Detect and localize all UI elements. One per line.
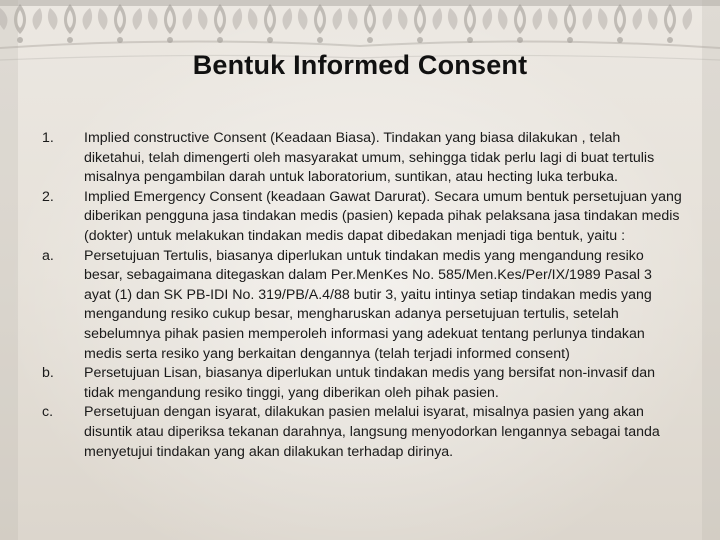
list-item [42, 403, 682, 462]
list-marker: 2. [42, 188, 54, 205]
list-item-text: Implied Emergency Consent (keadaan Gawat Darurat). Secara umum bentuk persetujuan yang diberikan pengguna jasa tindakan medis (pasien) kepada pihak pelaksana jasa tindakan medis (dokter) untuk melakukan tindakan medis dapat dibedakan menjadi tiga bentuk, yaitu : [84, 188, 682, 244]
list-marker: b. [42, 365, 54, 382]
list-item-text: Persetujuan dengan isyarat, dilakukan pasien melalui isyarat, misalnya pasien yang akan disuntik atau diperiksa tekanan darahnya, langsung menyodorkan lengannya sebagai tanda menyetujui tindakan yang akan dilakukan terhadap dirinya. [84, 404, 660, 460]
consent-list [42, 129, 682, 462]
list-item-text: Persetujuan Tertulis, biasanya diperlukan untuk tindakan medis yang mengandung resiko besar, sebagaimana ditegaskan dalam Per.MenKes No. 585/Men.Kes/Per/IX/1989 Pasal 3 ayat (1) dan SK PB-IDI No. 319/PB/A.4/88 butir 3, yaitu intinya setiap tindakan medis yang mengandung resiko cukup besar, mengharuskan adanya persetujuan tertulis, setelah sebelumnya pihak pasien memperoleh informasi yang adekuat tentang perlunya tindakan medis serta resiko yang berkaitan dengannya (telah terjadi informed consent) [84, 247, 652, 362]
list-item [42, 129, 682, 188]
list-marker: 1. [42, 130, 54, 146]
list-item [42, 364, 682, 403]
list-item [42, 247, 682, 365]
list-marker: a. [42, 247, 54, 264]
list-item-text: Implied constructive Consent (Keadaan Biasa). Tindakan yang biasa dilakukan , telah diketahui, telah dimengerti oleh masyarakat umum, sehingga tidak perlu lagi di buat tertulis misalnya pengambilan darah untuk laboratorium, suntikan, atau hecting luka terbuka. [84, 130, 655, 186]
list-item [42, 188, 682, 247]
list-item-text: Persetujuan Lisan, biasanya diperlukan untuk tindakan medis yang bersifat non-invasif dan tidak mengandung resiko tinggi, yang diberikan oleh pihak pasien. [84, 365, 656, 401]
list-marker: c. [42, 404, 54, 421]
slide-title: Bentuk Informed Consent [192, 50, 528, 80]
